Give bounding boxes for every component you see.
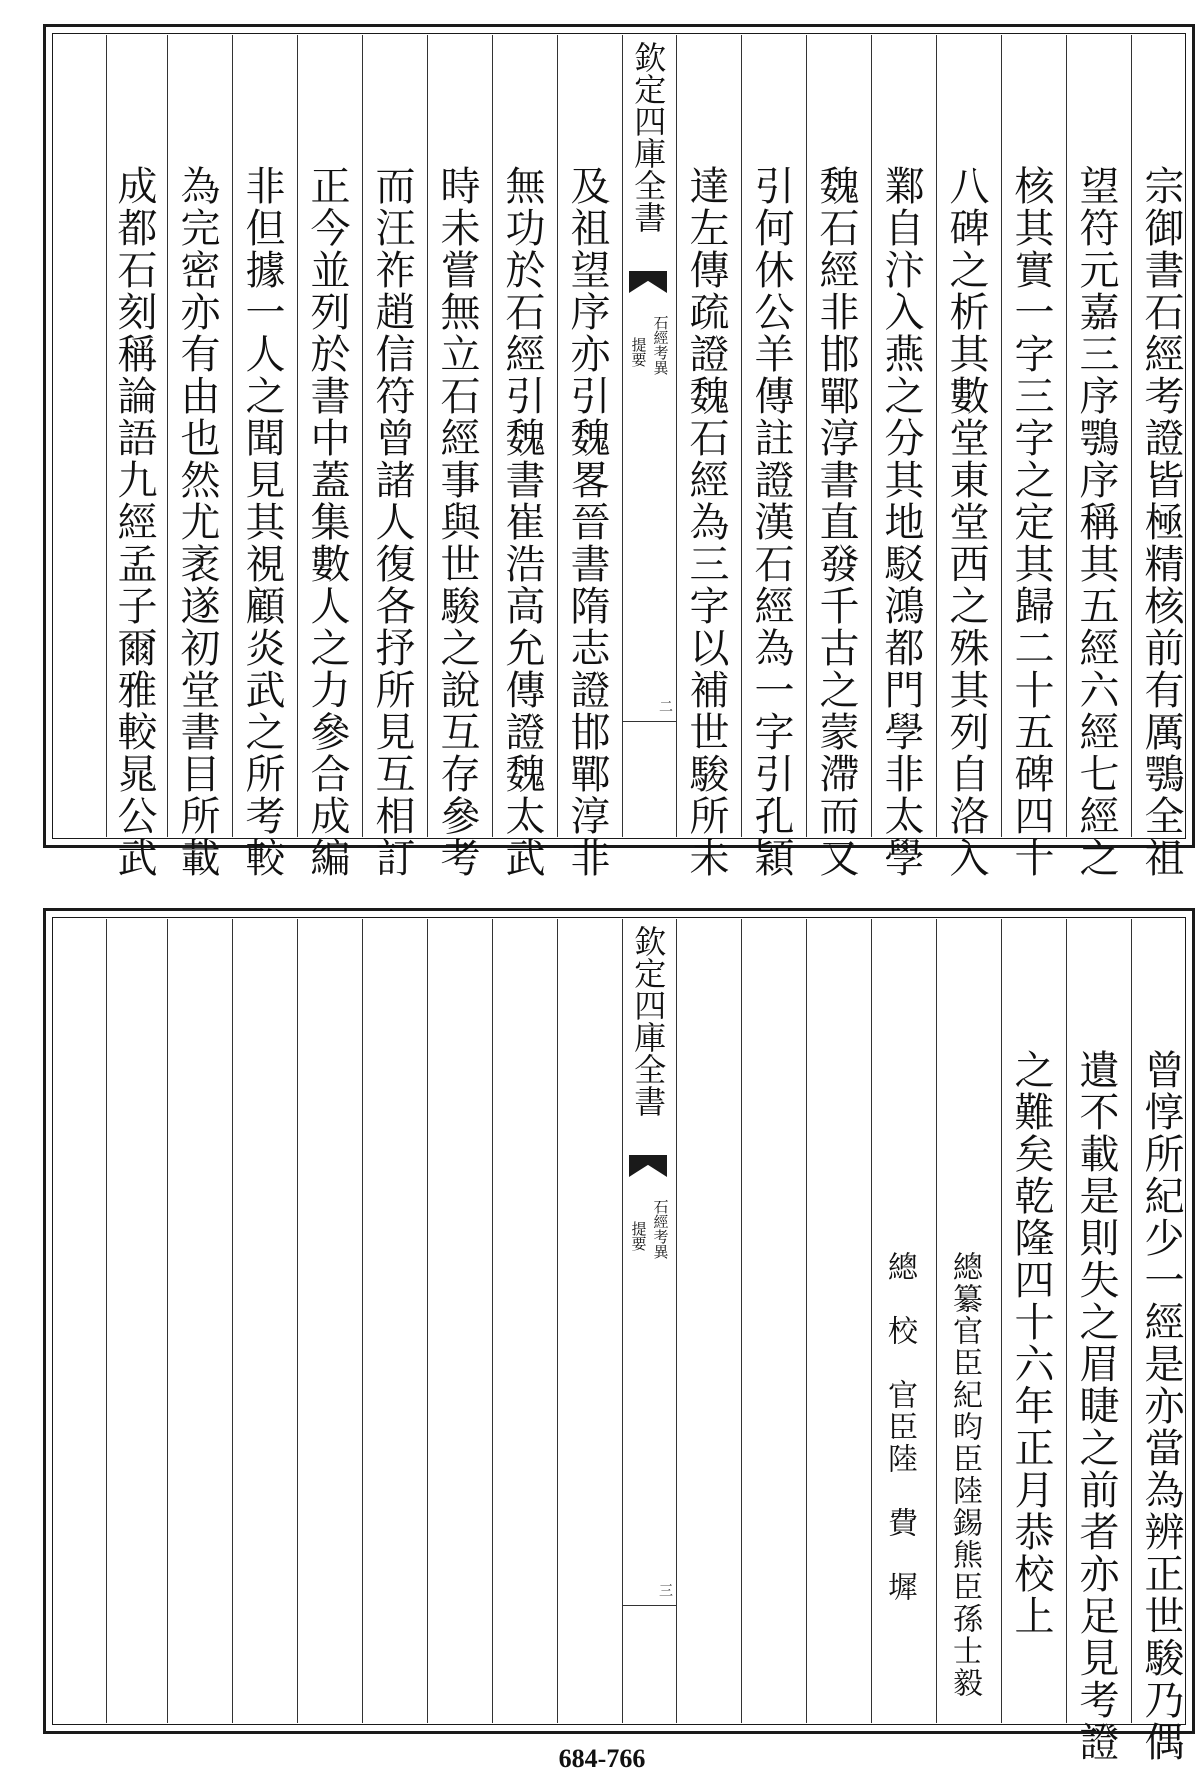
column-rule — [806, 35, 807, 837]
text-column: 曾惇所紀少一經是亦當為辨正世駿乃偶 — [1138, 1049, 1184, 1763]
text-column: 望符元嘉三序鶚序稱其五經六經七經之 — [1073, 165, 1119, 879]
center-page-number: 二 — [657, 699, 673, 713]
column-rule — [1001, 35, 1002, 837]
page-number: 684-766 — [558, 1744, 646, 1773]
column-rule — [106, 35, 107, 837]
column-rule — [936, 35, 937, 837]
text-column: 而汪祚趙信符曾諸人復各抒所見互相訂 — [369, 165, 415, 879]
column-rule — [427, 919, 428, 1723]
column-rule — [806, 919, 807, 1723]
center-fold — [622, 35, 676, 837]
text-column: 遺不載是則失之眉睫之前者亦足見考證 — [1073, 1049, 1119, 1763]
text-column-compilers: 總纂官臣紀昀臣陸錫熊臣孫士毅 — [947, 1251, 982, 1699]
text-column-collator: 總 校 官臣陸 費 墀 — [882, 1251, 917, 1603]
column-rule — [871, 919, 872, 1723]
column-rule — [1066, 919, 1067, 1723]
text-column: 八碑之析其數堂東堂西之殊其列自洛入 — [943, 165, 989, 879]
center-fold — [622, 919, 676, 1723]
center-title: 欽定四庫全書 — [629, 41, 668, 233]
text-column: 引何休公羊傳註證漢石經為一字引孔穎 — [748, 165, 794, 879]
fishtail-mark — [629, 271, 667, 293]
text-column: 時未嘗無立石經事與世駿之說互存參考 — [434, 165, 480, 879]
text-column: 核其實一字三字之定其歸二十五碑四十 — [1008, 165, 1054, 879]
text-column: 及祖望序亦引魏畧晉書隋志證邯鄲淳非 — [564, 165, 610, 879]
column-rule — [297, 919, 298, 1723]
column-rule — [167, 919, 168, 1723]
center-subtitle-book: 石經考異 — [651, 1199, 670, 1259]
column-rule — [557, 919, 558, 1723]
top-page — [43, 24, 1195, 879]
center-fold-edge — [676, 919, 677, 1723]
column-rule — [106, 919, 107, 1723]
center-subtitle-section: 提要 — [629, 1221, 648, 1251]
column-rule — [1131, 35, 1132, 837]
column-rule — [492, 919, 493, 1723]
text-column: 之難矣乾隆四十六年正月恭校上 — [1008, 1049, 1054, 1637]
column-rule — [427, 35, 428, 837]
fishtail-mark — [629, 1155, 667, 1177]
column-rule — [297, 35, 298, 837]
text-column: 成都石刻稱論語九經孟子爾雅較晁公武 — [111, 165, 157, 879]
column-rule — [362, 919, 363, 1723]
center-subtitle-book: 石經考異 — [651, 315, 670, 375]
column-rule — [936, 919, 937, 1723]
column-rule — [492, 35, 493, 837]
column-rule — [362, 35, 363, 837]
column-rule — [1001, 919, 1002, 1723]
column-rule — [232, 919, 233, 1723]
column-rule — [557, 35, 558, 837]
center-page-number: 三 — [657, 1583, 673, 1597]
text-column: 魏石經非邯鄲淳書直發千古之蒙滯而又 — [813, 165, 859, 879]
column-rule — [1131, 919, 1132, 1723]
column-rule — [1066, 35, 1067, 837]
center-fold-edge — [676, 35, 677, 837]
center-title: 欽定四庫全書 — [629, 925, 668, 1117]
page-tick — [622, 721, 676, 722]
text-column: 達左傳疏證魏石經為三字以補世駿所未 — [683, 165, 729, 879]
text-column: 非但據一人之聞見其視顧炎武之所考較 — [239, 165, 285, 879]
text-column: 無功於石經引魏書崔浩高允傳證魏太武 — [499, 165, 545, 879]
column-rule — [741, 919, 742, 1723]
column-rule — [232, 35, 233, 837]
column-rule — [167, 35, 168, 837]
page-tick — [622, 1605, 676, 1606]
center-subtitle-section: 提要 — [629, 337, 648, 367]
column-rule — [871, 35, 872, 837]
text-column: 宗御書石經考證皆極精核前有厲鶚全祖 — [1138, 165, 1184, 879]
text-column: 正今並列於書中蓋集數人之力參合成編 — [304, 165, 350, 879]
column-rule — [741, 35, 742, 837]
text-column: 鄴自汴入燕之分其地駁鴻都門學非太學 — [878, 165, 924, 879]
text-column: 為完密亦有由也然尤袤遂初堂書目所載 — [174, 165, 220, 879]
